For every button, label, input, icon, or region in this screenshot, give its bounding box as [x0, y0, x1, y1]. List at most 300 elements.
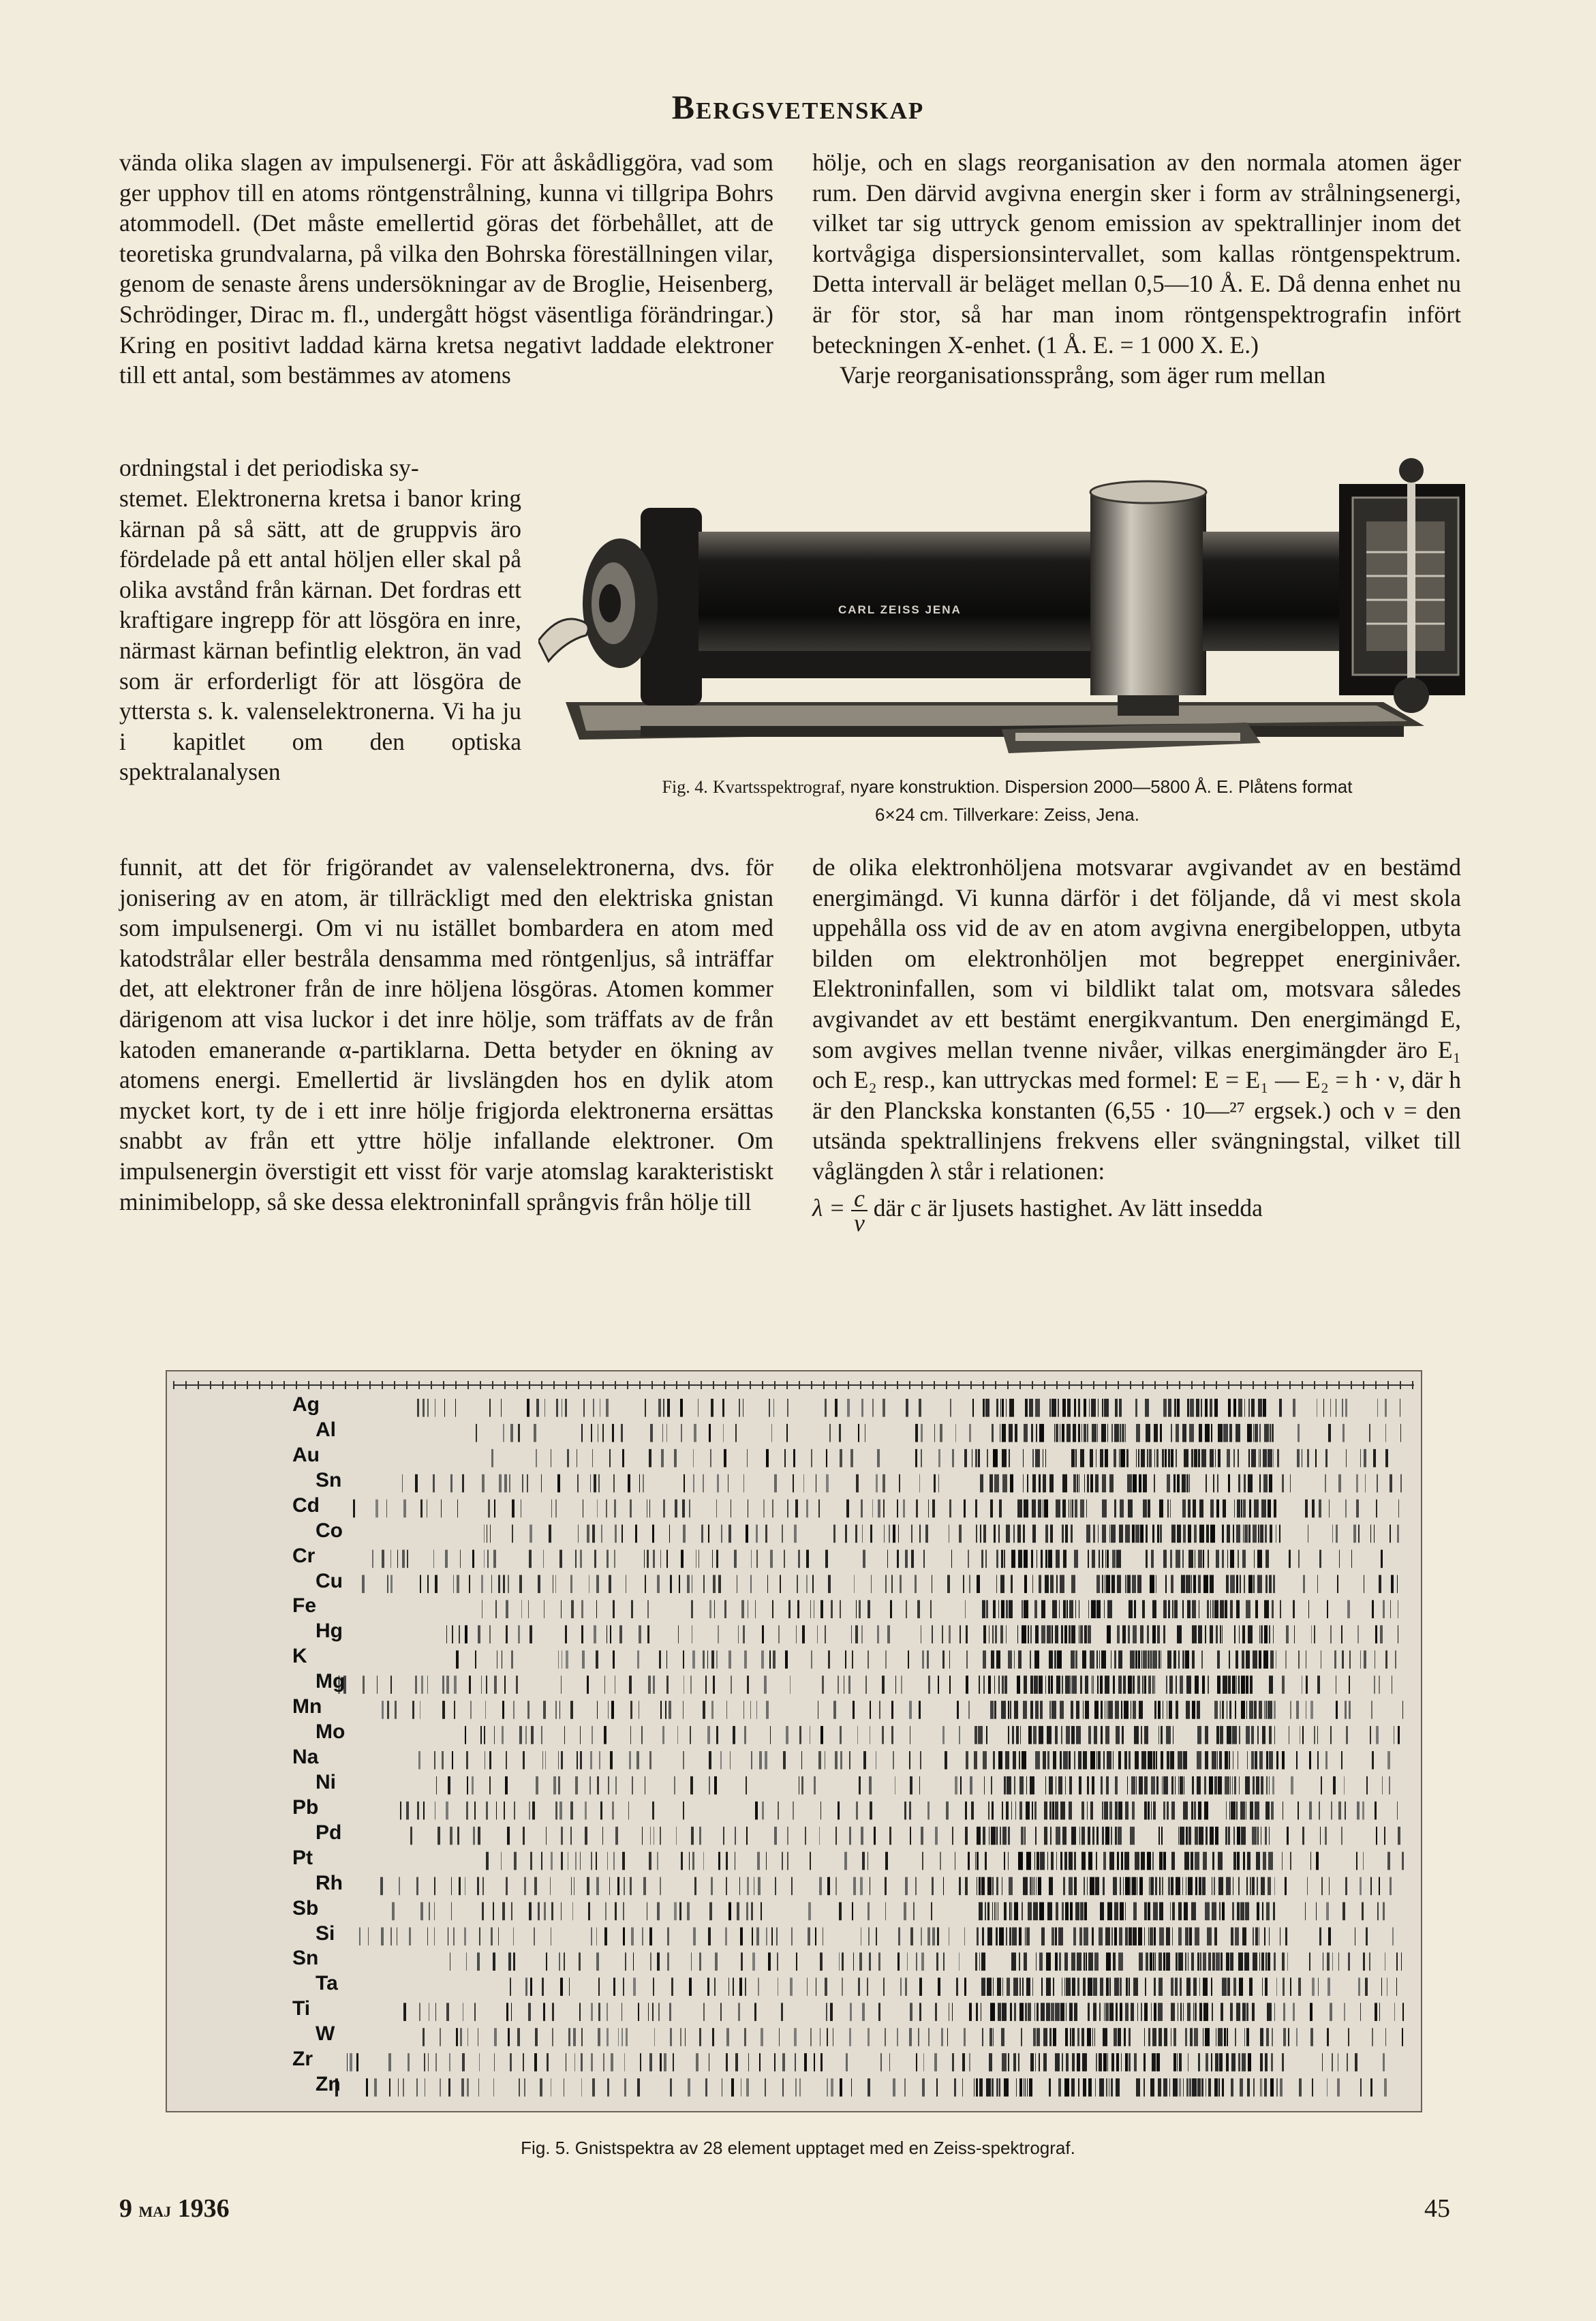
spectral-line	[592, 1449, 593, 1468]
spectral-line	[1049, 2078, 1051, 2097]
spectral-line	[1065, 1902, 1069, 1921]
spectral-line	[589, 1776, 591, 1795]
spectral-line	[1269, 1675, 1273, 1694]
spectral-line	[1157, 1625, 1160, 1643]
spectral-line	[1022, 1600, 1023, 1618]
spectral-line	[833, 1701, 836, 1719]
spectral-line	[1382, 1776, 1383, 1795]
spectral-line	[604, 1928, 607, 1946]
spectral-line	[1089, 1399, 1090, 1417]
spectral-line	[1127, 1474, 1132, 1493]
spectral-line	[1186, 1827, 1188, 1845]
spectral-line	[1133, 1675, 1135, 1694]
spectral-line	[427, 1928, 428, 1946]
spectral-line	[835, 1827, 837, 1845]
spectral-line	[994, 1902, 995, 1921]
spectral-line	[1018, 1550, 1022, 1568]
spectral-line	[991, 1827, 996, 1845]
spectral-line	[1064, 2078, 1069, 2097]
spectral-line	[624, 2078, 626, 2097]
spectral-line	[982, 1600, 985, 1618]
spectral-line	[1030, 1625, 1032, 1643]
spectral-line	[397, 1550, 398, 1568]
spectral-line	[921, 1449, 922, 1468]
spectral-line	[633, 1977, 636, 1996]
spectral-line	[1014, 1776, 1015, 1795]
spectral-line	[1158, 1701, 1161, 1719]
spectral-line	[493, 1952, 495, 1971]
spectral-line	[955, 1776, 957, 1795]
spectral-line	[407, 1550, 408, 1568]
spectral-line	[564, 1952, 565, 1971]
spectral-line	[1043, 2053, 1047, 2072]
spectral-line	[1075, 1500, 1077, 1518]
spectral-line	[442, 1751, 444, 1770]
spectral-line	[1260, 1449, 1261, 1468]
spectral-line	[1369, 1424, 1370, 1442]
spectral-line	[1231, 1928, 1233, 1946]
spectral-line	[839, 1424, 841, 1442]
spectral-line	[1397, 1802, 1398, 1820]
spectral-line	[1125, 1575, 1126, 1594]
spectral-line	[799, 2078, 801, 2097]
spectral-line	[1035, 1449, 1040, 1468]
spectral-line	[1400, 1424, 1401, 1442]
spectral-line	[1115, 1701, 1119, 1719]
spectral-line	[466, 1802, 468, 1820]
spectral-line	[1195, 1852, 1199, 1870]
spectral-line	[982, 2028, 983, 2046]
spectral-line	[883, 1500, 885, 1518]
spectral-line	[1247, 1751, 1248, 1770]
spectral-line	[1186, 1474, 1188, 1493]
spectral-line	[743, 1474, 744, 1493]
spectral-line	[1035, 1399, 1040, 1417]
spectral-line	[1180, 1827, 1184, 1845]
spectral-line	[1025, 2078, 1026, 2097]
spectral-line	[1139, 1877, 1143, 1896]
spectral-line	[968, 1852, 970, 1870]
spectral-line	[1171, 1852, 1175, 1870]
spectral-line	[868, 2028, 870, 2046]
spectral-line	[999, 1928, 1004, 1946]
spectral-line	[932, 1928, 935, 1946]
spectral-line	[1107, 2053, 1108, 2072]
spectral-line	[1031, 1550, 1033, 1568]
spectral-line	[642, 1827, 643, 1845]
spectral-line	[1165, 1575, 1167, 1594]
spectral-line	[819, 1827, 820, 1845]
spectral-line	[1293, 1600, 1295, 1618]
spectral-line	[1114, 1902, 1118, 1921]
spectral-line	[485, 1701, 486, 1719]
spectral-line	[1119, 1525, 1123, 1543]
spectral-line	[1272, 1424, 1274, 1442]
spectral-line	[474, 1802, 476, 1820]
spectral-line	[409, 1928, 411, 1946]
spectral-line	[1219, 1902, 1221, 1921]
spectral-line	[1118, 1751, 1121, 1770]
spectral-line	[677, 1726, 678, 1744]
spectral-line	[885, 1852, 888, 1870]
spectral-line	[1171, 1802, 1175, 1820]
spectral-line	[1172, 1902, 1175, 1921]
spectral-line	[1265, 1802, 1270, 1820]
spectral-line	[1377, 1902, 1379, 1921]
spectral-line	[728, 1977, 729, 1996]
spectral-line	[1360, 2003, 1361, 2021]
spectral-line	[667, 1952, 669, 1971]
spectral-line	[1220, 1625, 1221, 1643]
spectral-line	[1056, 1902, 1058, 1921]
spectral-line	[1170, 1500, 1171, 1518]
spectral-line	[381, 1928, 384, 1946]
spectral-line	[709, 1600, 711, 1618]
spectral-line	[1004, 1675, 1007, 1694]
spectral-line	[913, 1902, 915, 1921]
spectral-line	[1205, 1625, 1206, 1643]
spectral-line	[1030, 1650, 1031, 1669]
spectral-line	[1180, 2003, 1182, 2021]
spectral-line	[910, 2003, 912, 2021]
spectral-line	[666, 1650, 667, 1669]
spectral-line	[561, 1600, 562, 1618]
spectral-line	[1006, 1600, 1008, 1618]
spectral-line	[459, 1625, 460, 1643]
element-label: K	[292, 1645, 307, 1668]
spectral-line	[1342, 1424, 1345, 1442]
spectral-line	[979, 1877, 981, 1896]
spectral-line	[1233, 1399, 1236, 1417]
spectral-line	[1216, 1500, 1219, 1518]
spectral-line	[1243, 1525, 1244, 1543]
spectral-line	[1091, 1399, 1096, 1417]
spectral-line	[911, 1525, 912, 1543]
spectral-line	[1226, 1877, 1231, 1896]
spectral-line	[1017, 1525, 1021, 1543]
spectral-line	[717, 1474, 719, 1493]
spectral-line	[1032, 1877, 1033, 1896]
spectral-line	[1096, 1650, 1098, 1669]
spectral-line	[908, 1650, 909, 1669]
spectral-line	[898, 1525, 899, 1543]
spectral-line	[1062, 1827, 1066, 1845]
spectral-line	[1045, 1525, 1048, 1543]
spectral-line	[1120, 1449, 1125, 1468]
spectral-line	[527, 1474, 528, 1493]
spectral-line	[519, 1575, 522, 1594]
spectral-line	[1056, 1827, 1060, 1845]
spectral-line	[946, 1802, 949, 1820]
spectral-line	[757, 1852, 760, 1870]
spectral-line	[806, 1575, 808, 1594]
spectral-line	[1272, 1776, 1274, 1795]
spectral-line	[1305, 1500, 1308, 1518]
spectral-line	[1002, 1827, 1007, 1845]
spectral-line	[1035, 1701, 1039, 1719]
spectral-line	[1344, 2003, 1345, 2021]
spectral-line	[975, 1952, 977, 1971]
spectral-line	[1078, 1399, 1080, 1417]
spectral-line	[1298, 1802, 1299, 1820]
spectral-line	[853, 1701, 855, 1719]
spectral-line	[869, 1776, 872, 1795]
spectral-line	[487, 1550, 489, 1568]
formula-numerator: c	[851, 1187, 868, 1211]
spectral-line	[1134, 2053, 1137, 2072]
spectral-line	[989, 2053, 992, 2072]
spectral-line	[1385, 1449, 1388, 1468]
spectral-line	[1274, 2003, 1275, 2021]
spectral-line	[1029, 2078, 1032, 2097]
spectral-line	[610, 1751, 613, 1770]
spectral-line	[549, 1525, 551, 1543]
spectral-line	[1211, 2053, 1212, 2072]
spectral-line	[564, 1726, 565, 1744]
spectral-line	[855, 1625, 858, 1643]
spectral-line	[650, 1827, 651, 1845]
spectral-line	[1356, 1474, 1358, 1493]
spectral-line	[891, 1701, 893, 1719]
spectral-line	[670, 2078, 672, 2097]
spectral-line	[925, 1525, 928, 1543]
spectral-line	[773, 1399, 774, 1417]
spectral-line	[1239, 1977, 1243, 1996]
spectral-line	[449, 2053, 450, 2072]
spectral-line	[1163, 1625, 1165, 1643]
spectral-line	[1177, 2053, 1178, 2072]
spectral-line	[1079, 1928, 1082, 1946]
spectral-line	[978, 1449, 980, 1468]
spectral-line	[1229, 1424, 1232, 1442]
spectral-line	[1227, 2028, 1228, 2046]
spectral-line	[878, 1952, 880, 1971]
spectral-line	[1171, 1877, 1173, 1896]
spectral-line	[1123, 1877, 1124, 1896]
spectral-line	[1000, 1575, 1004, 1594]
spectral-line	[1008, 2053, 1009, 2072]
spectral-line	[489, 1751, 491, 1770]
spectral-line	[457, 1575, 459, 1594]
spectral-line	[781, 2003, 783, 2021]
spectral-line	[523, 1751, 525, 1770]
spectral-line	[679, 1902, 681, 1921]
spectral-line	[811, 1449, 812, 1468]
spectral-line	[1041, 1977, 1043, 1996]
spectral-line	[1010, 1474, 1013, 1493]
spectral-line	[1253, 1650, 1257, 1669]
spectral-line	[1255, 1751, 1257, 1770]
spectral-line	[461, 2078, 464, 2097]
spectral-line	[994, 1675, 995, 1694]
spectral-line	[1158, 1650, 1160, 1669]
spectral-line	[621, 1525, 623, 1543]
spectral-line	[1191, 1902, 1196, 1921]
spectral-line	[799, 1726, 801, 1744]
spectral-line	[581, 2028, 583, 2046]
spectral-line	[1163, 1600, 1167, 1618]
spectral-line	[1095, 2078, 1096, 2097]
spectral-line	[949, 1650, 950, 1669]
spectral-line	[1364, 1449, 1366, 1468]
spectral-line	[865, 1675, 867, 1694]
element-label: Mn	[292, 1695, 322, 1718]
spectral-line	[966, 1751, 968, 1770]
spectral-line	[1183, 2078, 1184, 2097]
spectral-line	[1390, 1600, 1391, 1618]
spectral-line	[1298, 1650, 1300, 1669]
spectral-line	[1120, 1424, 1121, 1442]
spectral-line	[605, 1902, 607, 1921]
spectral-line	[985, 1852, 987, 1870]
spectral-line	[1391, 1575, 1394, 1594]
spectral-line	[415, 1675, 417, 1694]
spectral-line	[1092, 1550, 1095, 1568]
spectral-line	[1172, 1928, 1173, 1946]
spectral-line	[1230, 2003, 1233, 2021]
spectral-line	[681, 1852, 683, 1870]
spectral-line	[1246, 1675, 1248, 1694]
spectral-line	[1328, 1928, 1331, 1946]
spectral-line	[1264, 1625, 1268, 1643]
spectral-line	[489, 1625, 491, 1643]
spectral-line	[1231, 1802, 1236, 1820]
spectral-line	[446, 1802, 448, 1820]
spectral-line	[1096, 1827, 1099, 1845]
spectral-line	[1145, 1977, 1146, 1996]
spectral-line	[1285, 1877, 1287, 1896]
spectral-line	[1270, 1424, 1271, 1442]
spectral-line	[903, 1500, 905, 1518]
spectral-line	[660, 2053, 662, 2072]
spectral-line	[1251, 1751, 1254, 1770]
spectral-line	[748, 2053, 749, 2072]
spectral-line	[687, 1902, 690, 1921]
spectral-line	[1006, 1525, 1010, 1543]
spectral-line	[1257, 1877, 1258, 1896]
spectral-line	[782, 2078, 784, 2097]
spectral-line	[1165, 1449, 1167, 1468]
spectral-line	[597, 1776, 599, 1795]
spectral-line	[1109, 2003, 1114, 2021]
spectral-line	[1137, 2003, 1138, 2021]
spectral-line	[765, 2078, 766, 2097]
spectral-line	[1098, 1751, 1101, 1770]
spectral-line	[1169, 2078, 1170, 2097]
spectral-line	[1154, 2003, 1156, 2021]
spectral-line	[464, 1928, 466, 1946]
spectral-line	[1173, 2053, 1176, 2072]
spectral-line	[435, 2053, 437, 2072]
spectral-line	[587, 1877, 589, 1896]
spectral-line	[741, 1600, 744, 1618]
spectral-line	[1249, 1500, 1251, 1518]
spectral-line	[1122, 1424, 1124, 1442]
spectral-line	[1163, 1399, 1167, 1417]
spectral-line	[382, 1550, 384, 1568]
spectral-line	[610, 1625, 611, 1643]
spectral-line	[726, 2028, 729, 2046]
spectral-line	[1081, 1424, 1082, 1442]
spectral-line	[1380, 1625, 1383, 1643]
spectral-line	[996, 1877, 998, 1896]
spectral-line	[1041, 1625, 1045, 1643]
spectral-line	[1092, 1424, 1096, 1442]
spectral-line	[1084, 1424, 1086, 1442]
spectral-line	[457, 1827, 459, 1845]
spectral-line	[731, 2078, 734, 2097]
spectral-line	[506, 1625, 508, 1643]
spectral-line	[1392, 1928, 1394, 1946]
spectral-line	[1197, 1726, 1201, 1744]
spectral-line	[940, 1424, 942, 1442]
spectral-line	[773, 1650, 776, 1669]
spectral-line	[1236, 1802, 1238, 1820]
spectral-line	[1205, 1399, 1208, 1417]
spectral-line	[1215, 1827, 1218, 1845]
spectral-line	[790, 1977, 793, 1996]
spectral-line	[883, 1474, 885, 1493]
spectral-line	[849, 1827, 851, 1845]
spectral-line	[1124, 1701, 1129, 1719]
spectral-line	[489, 1399, 491, 1417]
spectral-line	[874, 1827, 876, 1845]
spectral-line	[484, 1550, 485, 1568]
spectral-line	[1093, 1525, 1095, 1543]
spectral-line	[609, 1877, 610, 1896]
spectral-line	[1390, 1474, 1392, 1493]
spectral-line	[952, 2003, 953, 2021]
spectral-line	[670, 1575, 672, 1594]
spectral-line	[988, 1802, 989, 1820]
spectral-line	[979, 2078, 983, 2097]
spectral-line	[1257, 1575, 1262, 1594]
element-label: Cr	[292, 1544, 316, 1567]
spectral-line	[678, 1625, 679, 1643]
spectral-line	[1013, 2053, 1016, 2072]
spectral-line	[885, 2028, 886, 2046]
spectral-line	[709, 1902, 712, 1921]
spectral-line	[1402, 1852, 1404, 1870]
spectral-line	[1395, 1650, 1396, 1669]
spectral-line	[1283, 2028, 1286, 2046]
spectral-line	[1206, 1474, 1207, 1493]
spectral-line	[1148, 1650, 1150, 1669]
spectral-line	[1140, 1525, 1144, 1543]
spectral-line	[455, 1399, 456, 1417]
spectral-line	[976, 2078, 978, 2097]
spectral-line	[877, 1625, 879, 1643]
spectral-line	[1231, 2053, 1236, 2072]
spectral-line	[448, 2078, 450, 2097]
spectral-line	[1336, 1701, 1338, 1719]
spectral-line	[830, 2003, 833, 2021]
spectral-line	[923, 2053, 924, 2072]
spectral-line	[979, 1902, 983, 1921]
spectral-line	[1351, 1550, 1352, 1568]
spectral-line	[1222, 2078, 1224, 2097]
spectral-line	[1205, 1751, 1208, 1770]
spectral-line	[769, 1650, 771, 1669]
spectral-line	[1248, 2053, 1251, 2072]
spectral-line	[1134, 1600, 1136, 1618]
spectral-line	[928, 2028, 930, 2046]
spectral-line	[1052, 1802, 1054, 1820]
spectral-line	[633, 1952, 634, 1971]
spectral-line	[1052, 1399, 1056, 1417]
spectral-line	[451, 1877, 452, 1896]
spectral-line	[725, 1928, 727, 1946]
